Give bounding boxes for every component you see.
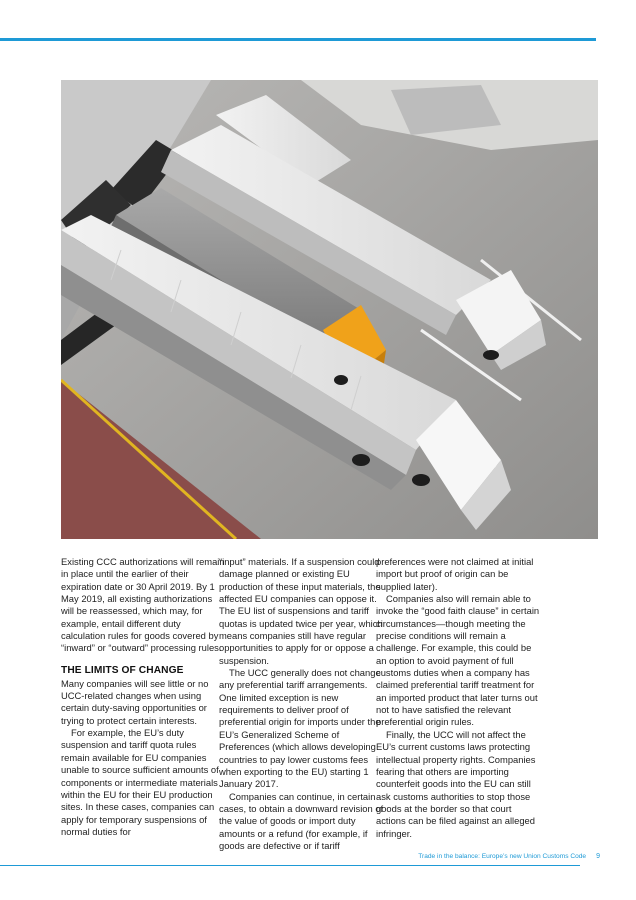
footer-title: Trade in the balance: Europe’s new Union Customs Code	[418, 853, 587, 860]
paragraph: Companies also will remain able to invoke the “good faith clause” in certain circumstances—though meeting the precise conditions will remain a challenge. For example, this could be an option to avoid payment of full customs duties when a company has claimed preferential tariff treatment for an imported product that later turns out not to have satisfied the relevant preferential origin rules.	[376, 593, 540, 728]
paragraph: The UCC generally does not change any preferential tariff arrangements. One limited exception is new requirements to deliver proof of preferential origin for imports under the EU’s Generalized Scheme of Preferences (which allows developing countries to pay lower customs fees when exporting to the EU) starting 1 January 2017.	[219, 667, 381, 790]
photo-trucks-loading-dock	[61, 80, 598, 539]
section-heading: THE LIMITS OF CHANGE	[61, 664, 184, 676]
paragraph: Finally, the UCC will not affect the EU’s current customs laws protecting intellectual property rights. Companies fearing that others are importing counterfeit goods into the EU can still ask customs authorities to stop those goods at the border so that court actions can be filed against an alleged infringer.	[376, 728, 536, 839]
page-number: 9	[596, 853, 600, 860]
page-footer	[418, 853, 600, 860]
paragraph: preferences were not claimed at initial import but proof of origin can be supplied later).	[376, 556, 534, 592]
text-column-1	[61, 556, 226, 838]
text-column-2	[219, 556, 384, 852]
paragraph: Many companies will see little or no UCC-related changes when using certain duty-saving opportunities or trying to protect certain interests.	[61, 677, 209, 726]
bottom-accent-rule	[0, 865, 580, 866]
paragraph: Companies can continue, in certain cases, to obtain a downward revision of the value of goods or import duty amounts or a refund (for example, if goods are defective or if tariff	[219, 790, 384, 851]
text-column-3	[376, 556, 541, 840]
paragraph: “input” materials. If a suspension could damage planned or existing EU production of these input materials, the affected EU companies can oppose it. The EU list of suspensions and tariff quotas is updated twice per year, which means companies still have regular opportunities to apply for or oppose a suspension.	[219, 556, 383, 666]
top-accent-rule	[0, 38, 596, 41]
paragraph: Existing CCC authorizations will remain in place until the earlier of their expiration date or 30 April 2019. By 1 May 2019, all existing authorizations will be reassessed, which may, for example, entail different duty calculation rules for goods covered by “inward” or “outward” processing rules.	[61, 556, 225, 654]
paragraph: For example, the EU’s duty suspension and tariff quota rules remain available for EU companies unable to source sufficient amounts of components or intermediate materials within the EU for their EU production sites. In these cases, companies can apply for temporary suspensions of normal duties for	[61, 727, 219, 837]
